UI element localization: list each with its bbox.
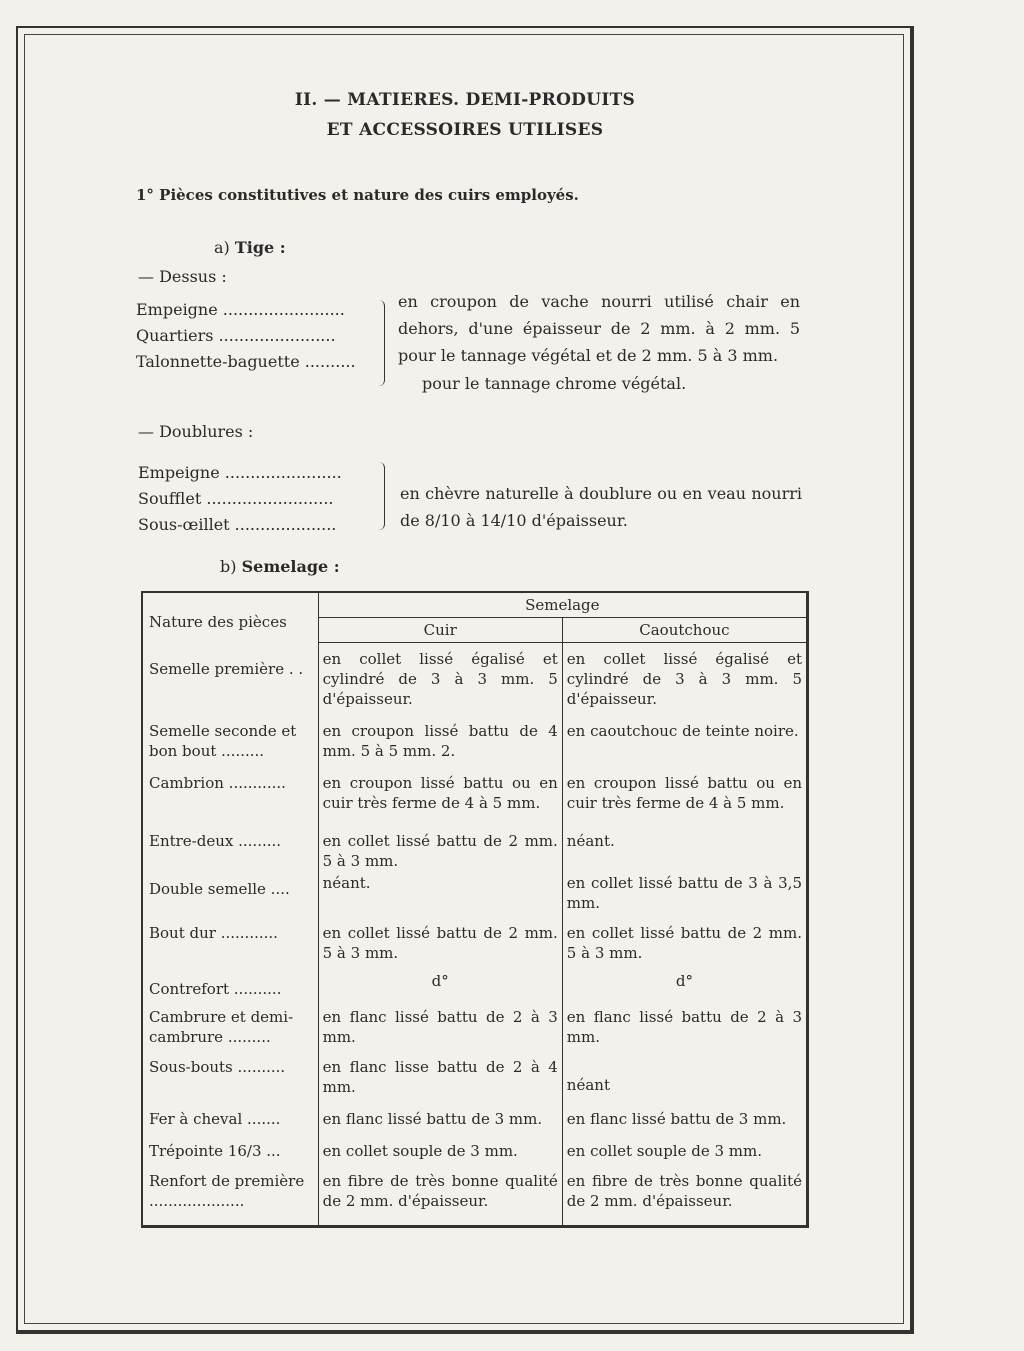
row-caoutchouc: en collet lissé égalisé et cylindré de 3 à 3 mm. 5 d'épaisseur.: [566, 650, 802, 708]
tige-heading: a) Tige :: [214, 238, 286, 257]
semelage-heading: b) Semelage :: [220, 557, 340, 576]
table-row: [142, 1099, 808, 1131]
row-caoutchouc: en fibre de très bonne qualité de 2 mm. d'épaisseur.: [566, 1172, 802, 1210]
table-row: [142, 873, 808, 915]
row-cuir: en collet lissé battu de 2 mm. 5 à 3 mm.: [318, 815, 562, 873]
row-caoutchouc: néant: [566, 1076, 610, 1094]
row-name: Double semelle ....: [142, 873, 318, 915]
table-row: [142, 1001, 808, 1049]
doublures-label: — Doublures :: [138, 422, 254, 441]
doublures-item-sous-oeillet: Sous-œillet ....................: [138, 515, 337, 534]
table-row: [142, 1131, 808, 1163]
row-cuir: en croupon lissé battu ou en cuir très ferme de 4 à 5 mm.: [318, 763, 562, 815]
doublures-item-empeigne: Empeigne .......................: [138, 463, 342, 482]
table-row: [142, 711, 808, 763]
dessus-item-talonnette: Talonnette-baguette ..........: [136, 352, 356, 371]
dessus-description-last: pour le tannage chrome végétal.: [422, 374, 687, 393]
row-name: Contrefort ..........: [142, 965, 318, 1001]
table-row: [142, 1163, 808, 1227]
dessus-item-quartiers: Quartiers .......................: [136, 326, 336, 345]
table-row: [142, 643, 808, 712]
doublures-description: en chèvre naturelle à doublure ou en veau nourri de 8/10 à 14/10 d'épaisseur.: [400, 484, 802, 530]
heading-line2: ET ACCESSOIRES UTILISES: [326, 120, 604, 140]
row-cuir: en collet souple de 3 mm.: [318, 1131, 562, 1163]
doublures-item-soufflet: Soufflet .........................: [138, 489, 334, 508]
table-row: [142, 763, 808, 815]
row-name: Cambrion ............: [142, 763, 318, 815]
section-title: 1° Pièces constitutives et nature des cuirs employés.: [136, 186, 579, 204]
col-header-cuir: Cuir: [318, 618, 562, 643]
semelage-table-body: [142, 643, 808, 1227]
col-header-nature: Nature des pièces: [142, 592, 318, 643]
row-name: Semelle première . .: [142, 643, 318, 712]
row-caoutchouc: en croupon lissé battu ou en cuir très ferme de 4 à 5 mm.: [566, 774, 802, 812]
row-cuir: d°: [318, 965, 562, 1001]
row-name: Fer à cheval .......: [142, 1099, 318, 1131]
row-name: Renfort de première ....................: [142, 1163, 318, 1227]
dessus-brace: [378, 300, 385, 386]
row-cuir: néant.: [318, 873, 562, 915]
row-caoutchouc: en flanc lissé battu de 2 à 3 mm.: [566, 1008, 802, 1046]
row-cuir: en collet lissé battu de 2 mm. 5 à 3 mm.: [318, 915, 562, 965]
row-caoutchouc: en caoutchouc de teinte noire.: [566, 722, 799, 740]
table-row: [142, 915, 808, 965]
row-cuir: en croupon lissé battu de 4 mm. 5 à 5 mm. 2.: [318, 711, 562, 763]
table-row: [142, 965, 808, 1001]
table-row: [142, 1049, 808, 1099]
dessus-label: — Dessus :: [138, 267, 227, 286]
row-caoutchouc: néant.: [566, 832, 615, 850]
semelage-table: [141, 591, 809, 1228]
row-name: Cambrure et demi-cambrure .........: [142, 1001, 318, 1049]
row-caoutchouc: en collet lissé battu de 2 mm. 5 à 3 mm.: [566, 924, 802, 962]
row-cuir: en fibre de très bonne qualité de 2 mm. d'épaisseur.: [318, 1163, 562, 1227]
row-name: Trépointe 16/3 ...: [142, 1131, 318, 1163]
row-caoutchouc: en collet souple de 3 mm.: [566, 1142, 763, 1160]
col-header-caoutchouc: Caoutchouc: [562, 618, 807, 643]
row-caoutchouc: d°: [675, 972, 693, 990]
doublures-brace: [378, 462, 385, 530]
row-name: Semelle seconde et bon bout .........: [142, 711, 318, 763]
row-name: Bout dur ............: [142, 915, 318, 965]
row-name: Entre-deux .........: [142, 815, 318, 873]
row-caoutchouc: en flanc lissé battu de 3 mm.: [566, 1110, 787, 1128]
row-name: Sous-bouts ..........: [142, 1049, 318, 1099]
row-cuir: en flanc lissé battu de 2 à 3 mm.: [318, 1001, 562, 1049]
dessus-description: en croupon de vache nourri utilisé chair en dehors, d'une épaisseur de 2 mm. à 2 mm. 5 pour le tannage végétal et de 2 mm. 5 à 3 mm.: [398, 292, 800, 365]
heading-line1: II. — MATIERES. DEMI-PRODUITS: [294, 90, 636, 110]
row-cuir: en flanc lissé battu de 3 mm.: [318, 1099, 562, 1131]
dessus-item-empeigne: Empeigne ........................: [136, 300, 345, 319]
row-cuir: en collet lissé égalisé et cylindré de 3 à 3 mm. 5 d'épaisseur.: [318, 643, 562, 712]
col-header-semelage: Semelage: [318, 592, 807, 618]
table-row: [142, 815, 808, 873]
row-caoutchouc: en collet lissé battu de 3 à 3,5 mm.: [566, 874, 802, 912]
row-cuir: en flanc lisse battu de 2 à 4 mm.: [318, 1049, 562, 1099]
